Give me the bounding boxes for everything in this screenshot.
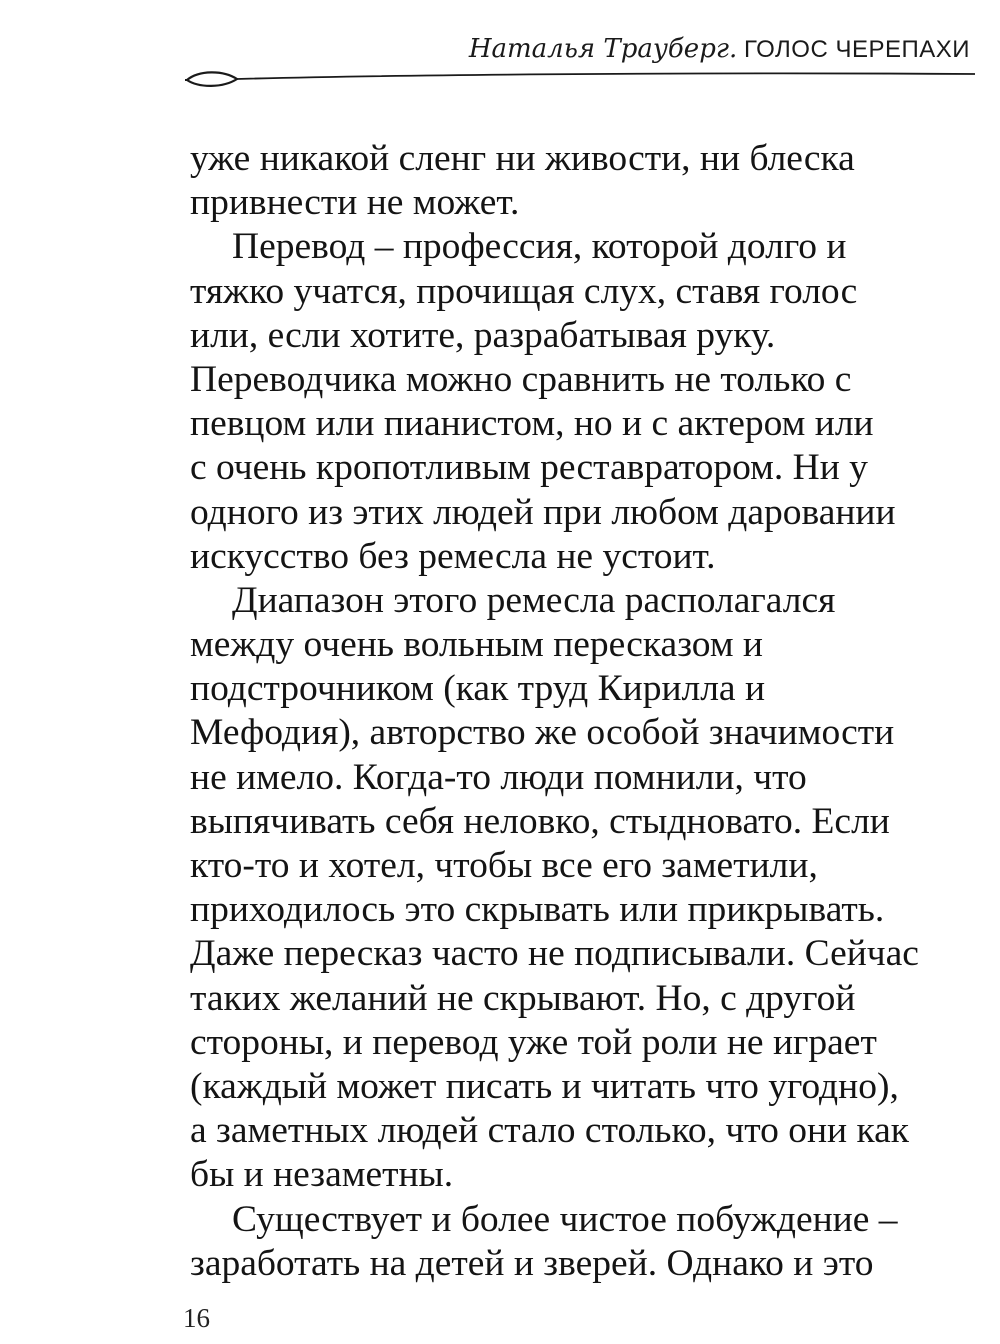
text-line: не имело. Когда-то люди помнили, что bbox=[190, 756, 807, 798]
running-head-book-title: ГОЛОС ЧЕРЕПАХИ bbox=[744, 36, 970, 63]
page-number: 16 bbox=[183, 1303, 210, 1333]
text-line: Существует и более чистое побуждение – bbox=[232, 1198, 898, 1240]
text-line: Диапазон этого ремесла располагался bbox=[232, 579, 836, 621]
text-line: (каждый может писать и читать что угодно), bbox=[190, 1065, 899, 1107]
text-line: выпячивать себя неловко, стыдновато. Если bbox=[190, 800, 890, 842]
text-line: кто-то и хотел, чтобы все его заметили, bbox=[190, 845, 818, 886]
text-line: Мефодия), авторство же особой значимости bbox=[190, 712, 895, 754]
text-line: Переводчика можно сравнить не только с bbox=[190, 358, 852, 400]
text-line: стороны, и перевод уже той роли не играет bbox=[190, 1021, 877, 1063]
running-head-author: Наталья Трауберг. bbox=[468, 34, 738, 64]
text-line: одного из этих людей при любом даровании bbox=[190, 491, 896, 533]
text-line: бы и незаметны. bbox=[190, 1154, 454, 1196]
text-line: таких желаний не скрывают. Но, с другой bbox=[190, 977, 856, 1019]
text-line: Даже пересказ часто не подписывали. Сейчас bbox=[190, 933, 919, 975]
text-line: а заметных людей стало столько, что они как bbox=[190, 1110, 910, 1152]
body-text bbox=[190, 137, 970, 1286]
text-line: привнести не может. bbox=[190, 182, 520, 224]
text-line: Перевод – профессия, которой долго и bbox=[232, 226, 847, 268]
text-line: между очень вольным пересказом и bbox=[190, 624, 763, 666]
text-line: подстрочником (как труд Кирилла и bbox=[190, 668, 766, 710]
running-head bbox=[469, 30, 970, 68]
text-line: уже никакой сленг ни живости, ни блеска bbox=[190, 138, 855, 179]
text-line: приходилось это скрывать или прикрывать. bbox=[190, 889, 885, 931]
text-line: заработать на детей и зверей. Однако и это bbox=[190, 1242, 874, 1284]
text-line: тяжко учатся, прочищая слух, ставя голос bbox=[190, 270, 858, 312]
text-line: или, если хотите, разрабатывая руку. bbox=[190, 314, 776, 356]
text-line: певцом или пианистом, но и с актером или bbox=[190, 403, 874, 445]
text-line: искусство без ремесла не устоит. bbox=[190, 535, 716, 577]
text-line: с очень кропотливым реставратором. Ни у bbox=[190, 447, 868, 489]
decorative-rule bbox=[185, 66, 975, 96]
